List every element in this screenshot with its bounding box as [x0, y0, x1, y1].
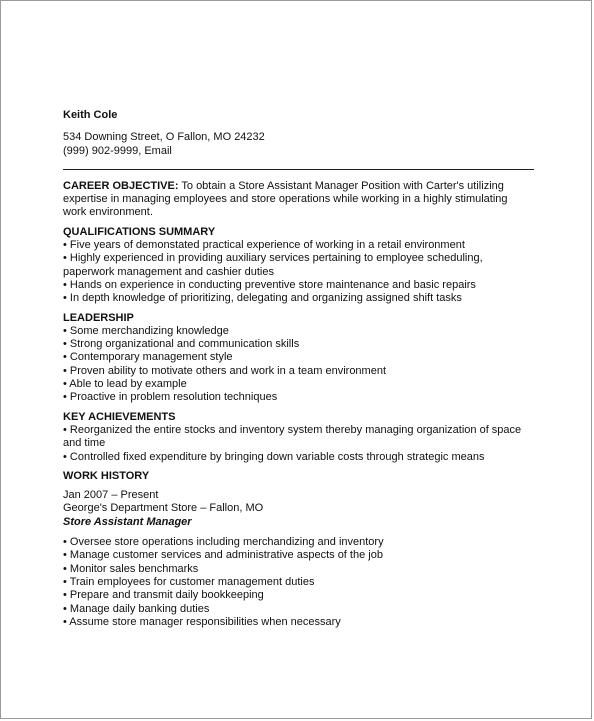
job-entry	[63, 489, 533, 629]
job-duties-list	[63, 536, 533, 629]
address-line: 534 Downing Street, O Fallon, MO 24232	[63, 131, 265, 144]
career-objective	[63, 180, 533, 220]
leadership-title: LEADERSHIP	[63, 311, 134, 324]
list-item: • Contemporary management style	[63, 351, 233, 364]
qualifications-title: QUALIFICATIONS SUMMARY	[63, 225, 216, 238]
list-item: • Some merchandizing knowledge	[63, 324, 229, 337]
list-item: • Able to lead by example	[63, 378, 187, 391]
header-divider	[63, 169, 534, 170]
qualifications-section	[63, 226, 533, 306]
job-dates: Jan 2007 – Present	[63, 489, 159, 502]
list-item: • Train employees for customer management duties	[63, 575, 315, 588]
list-item: • Proactive in problem resolution techniques	[63, 391, 278, 404]
list-item: • Manage customer services and administrative aspects of the job	[63, 549, 383, 562]
leadership-list	[63, 325, 533, 405]
objective-label: CAREER OBJECTIVE:	[63, 179, 179, 192]
list-item: • Prepare and transmit daily bookkeeping	[63, 589, 264, 602]
objective-text: To obtain a Store Assistant Manager Position with Carter's utilizing expertise in managing employees and store operations while working in a highly stimulating work environment.	[63, 179, 508, 219]
list-item: • Monitor sales benchmarks	[63, 562, 199, 575]
list-item: • Hands on experience in conducting preventive store maintenance and basic repairs	[63, 278, 476, 291]
list-item: • Assume store manager responsibilities when necessary	[63, 615, 341, 628]
achievements-list	[63, 424, 533, 464]
leadership-section	[63, 312, 533, 405]
job-position: Store Assistant Manager	[63, 515, 192, 528]
achievements-section	[63, 411, 533, 464]
qualifications-list	[63, 239, 533, 305]
list-item: • Five years of demonstated practical experience of working in a retail environment	[63, 239, 465, 252]
list-item: • Manage daily banking duties	[63, 602, 210, 615]
resume-content	[63, 109, 533, 635]
list-item: • Proven ability to motivate others and work in a team environment	[63, 364, 387, 377]
phone-email-line: (999) 902-9999, Email	[63, 144, 172, 157]
applicant-name: Keith Cole	[63, 109, 118, 121]
contact-block	[63, 131, 533, 158]
job-employer: George's Department Store – Fallon, MO	[63, 502, 264, 515]
list-item: • Highly experienced in providing auxiliary services pertaining to employee scheduling, paperwork management and cashier duties	[63, 252, 483, 278]
list-item: • Reorganized the entire stocks and inventory system thereby managing organization of space and time	[63, 423, 522, 450]
work-history-section	[63, 470, 533, 629]
list-item: • Oversee store operations including merchandizing and inventory	[63, 536, 384, 549]
work-history-title: WORK HISTORY	[63, 469, 150, 482]
achievements-title: KEY ACHIEVEMENTS	[63, 410, 176, 423]
list-item: • In depth knowledge of prioritizing, delegating and organizing assigned shift tasks	[63, 292, 462, 305]
list-item: • Controlled fixed expenditure by bringing down variable costs through strategic means	[63, 450, 485, 463]
list-item: • Strong organizational and communication skills	[63, 338, 300, 351]
